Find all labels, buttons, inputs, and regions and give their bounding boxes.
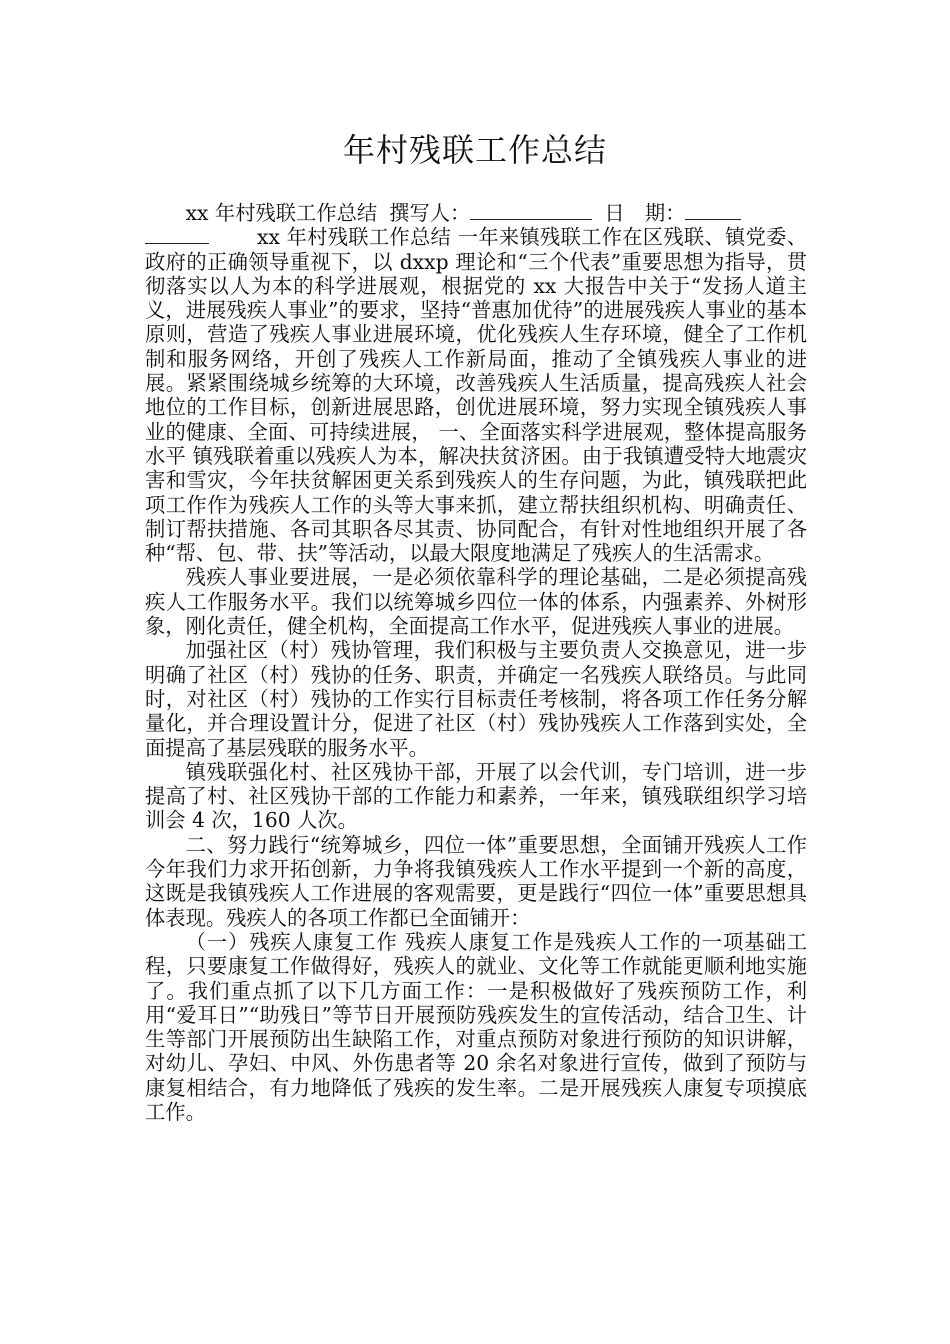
paragraph-2: 残疾人事业要进展，一是必须依靠科学的理论基础，二是必须提高残疾人工作服务水平。我们以统筹城乡四位一体的体系，内强素养、外树形象，刚化责任，健全机构，全面提高工作水平，促进残疾人事业的进展。 xyxy=(145,565,807,639)
author-label: 撰写人： xyxy=(389,201,471,225)
paragraph-6: （一）残疾人康复工作 残疾人康复工作是残疾人工作的一项基础工程，只要康复工作做得好，残疾人的就业、文化等工作就能更顺利地实施了。我们重点抓了以下几方面工作：一是积极做好了残疾预防工作，利用“爱耳日”“助残日”等节日开展预防残疾发生的宣传活动，结合卫生、计生等部门开展预防出生缺陷工作，对重点预防对象进行预防的知识讲解，对幼儿、孕妇、中风、外伤患者等 20 余名对象进行宣传，做到了预防与康复相结合，有力地降低了残疾的发生率。二是开展残疾人康复专项摸底工作。 xyxy=(145,929,807,1124)
author-blank xyxy=(470,201,592,220)
paragraph-1-text: xx 年村残联工作总结 一年来镇残联工作在区残联、镇党委、政府的正确领导重视下，以 dxxp 理论和“三个代表”重要思想为指导，贯彻落实以人为本的科学进展观，根据党的 xx 大报告中关于“发扬人道主义，进展残疾人事业”的要求，坚持“普惠加优待”的进展残疾人事业的基本原则，营造了残疾人事业进展环境，优化残疾人生存环境，健全了工作机制和服务网络，开创了残疾人工作新局面，推动了全镇残疾人事业的进展。紧紧围绕城乡统筹的大环境，改善残疾人生活质量，提高残疾人社会地位的工作目标，创新进展思路，创优进展环境，努力实现全镇残疾人事业的健康、全面、可持续进展， 一、全面落实科学进展观，整体提高服务水平 镇残联着重以残疾人为本，解决扶贫济困。由于我镇遭受特大地震灾害和雪灾，今年扶贫解困更关系到残疾人的生存问题，为此，镇残联把此项工作作为残疾人工作的头等大事来抓，建立帮扶组织机构、明确责任、制订帮扶措施、各司其职各尽其责、协同配合，有针对性地组织开展了各种“帮、包、带、扶”等活动，以最大限度地满足了残疾人的生活需求。 xyxy=(145,225,807,566)
document-body xyxy=(145,201,807,1124)
paragraph-4: 镇残联强化村、社区残协干部，开展了以会代训，专门培训，进一步提高了村、社区残协干部的工作能力和素养，一年来，镇残联组织学习培训会 4 次，160 人次。 xyxy=(145,759,807,833)
header-heading: xx 年村残联工作总结 xyxy=(185,201,378,225)
paragraph-5: 二、努力践行“统筹城乡，四位一体”重要思想，全面铺开残疾人工作 今年我们力求开拓创新，力争将我镇残疾人工作水平提到一个新的高度，这既是我镇残疾人工作进展的客观需要，更是践行“四位一体”重要思想具体表现。残疾人的各项工作都已全面铺开： xyxy=(145,832,807,930)
paragraph-3: 加强社区（村）残协管理，我们积极与主要负责人交换意见，进一步明确了社区（村）残协的任务、职责，并确定一名残疾人联络员。与此同时，对社区（村）残协的工作实行目标责任考核制，将各项工作任务分解量化，并合理设置计分，促进了社区（村）残协残疾人工作落到实处，全面提高了基层残联的服务水平。 xyxy=(145,638,807,760)
paragraph-1 xyxy=(145,225,807,565)
date-blank-continued xyxy=(145,225,209,244)
date-label: 日 期： xyxy=(604,201,686,225)
header-line xyxy=(145,201,807,225)
document-title: 年村残联工作总结 xyxy=(342,131,607,169)
date-blank xyxy=(685,201,741,220)
